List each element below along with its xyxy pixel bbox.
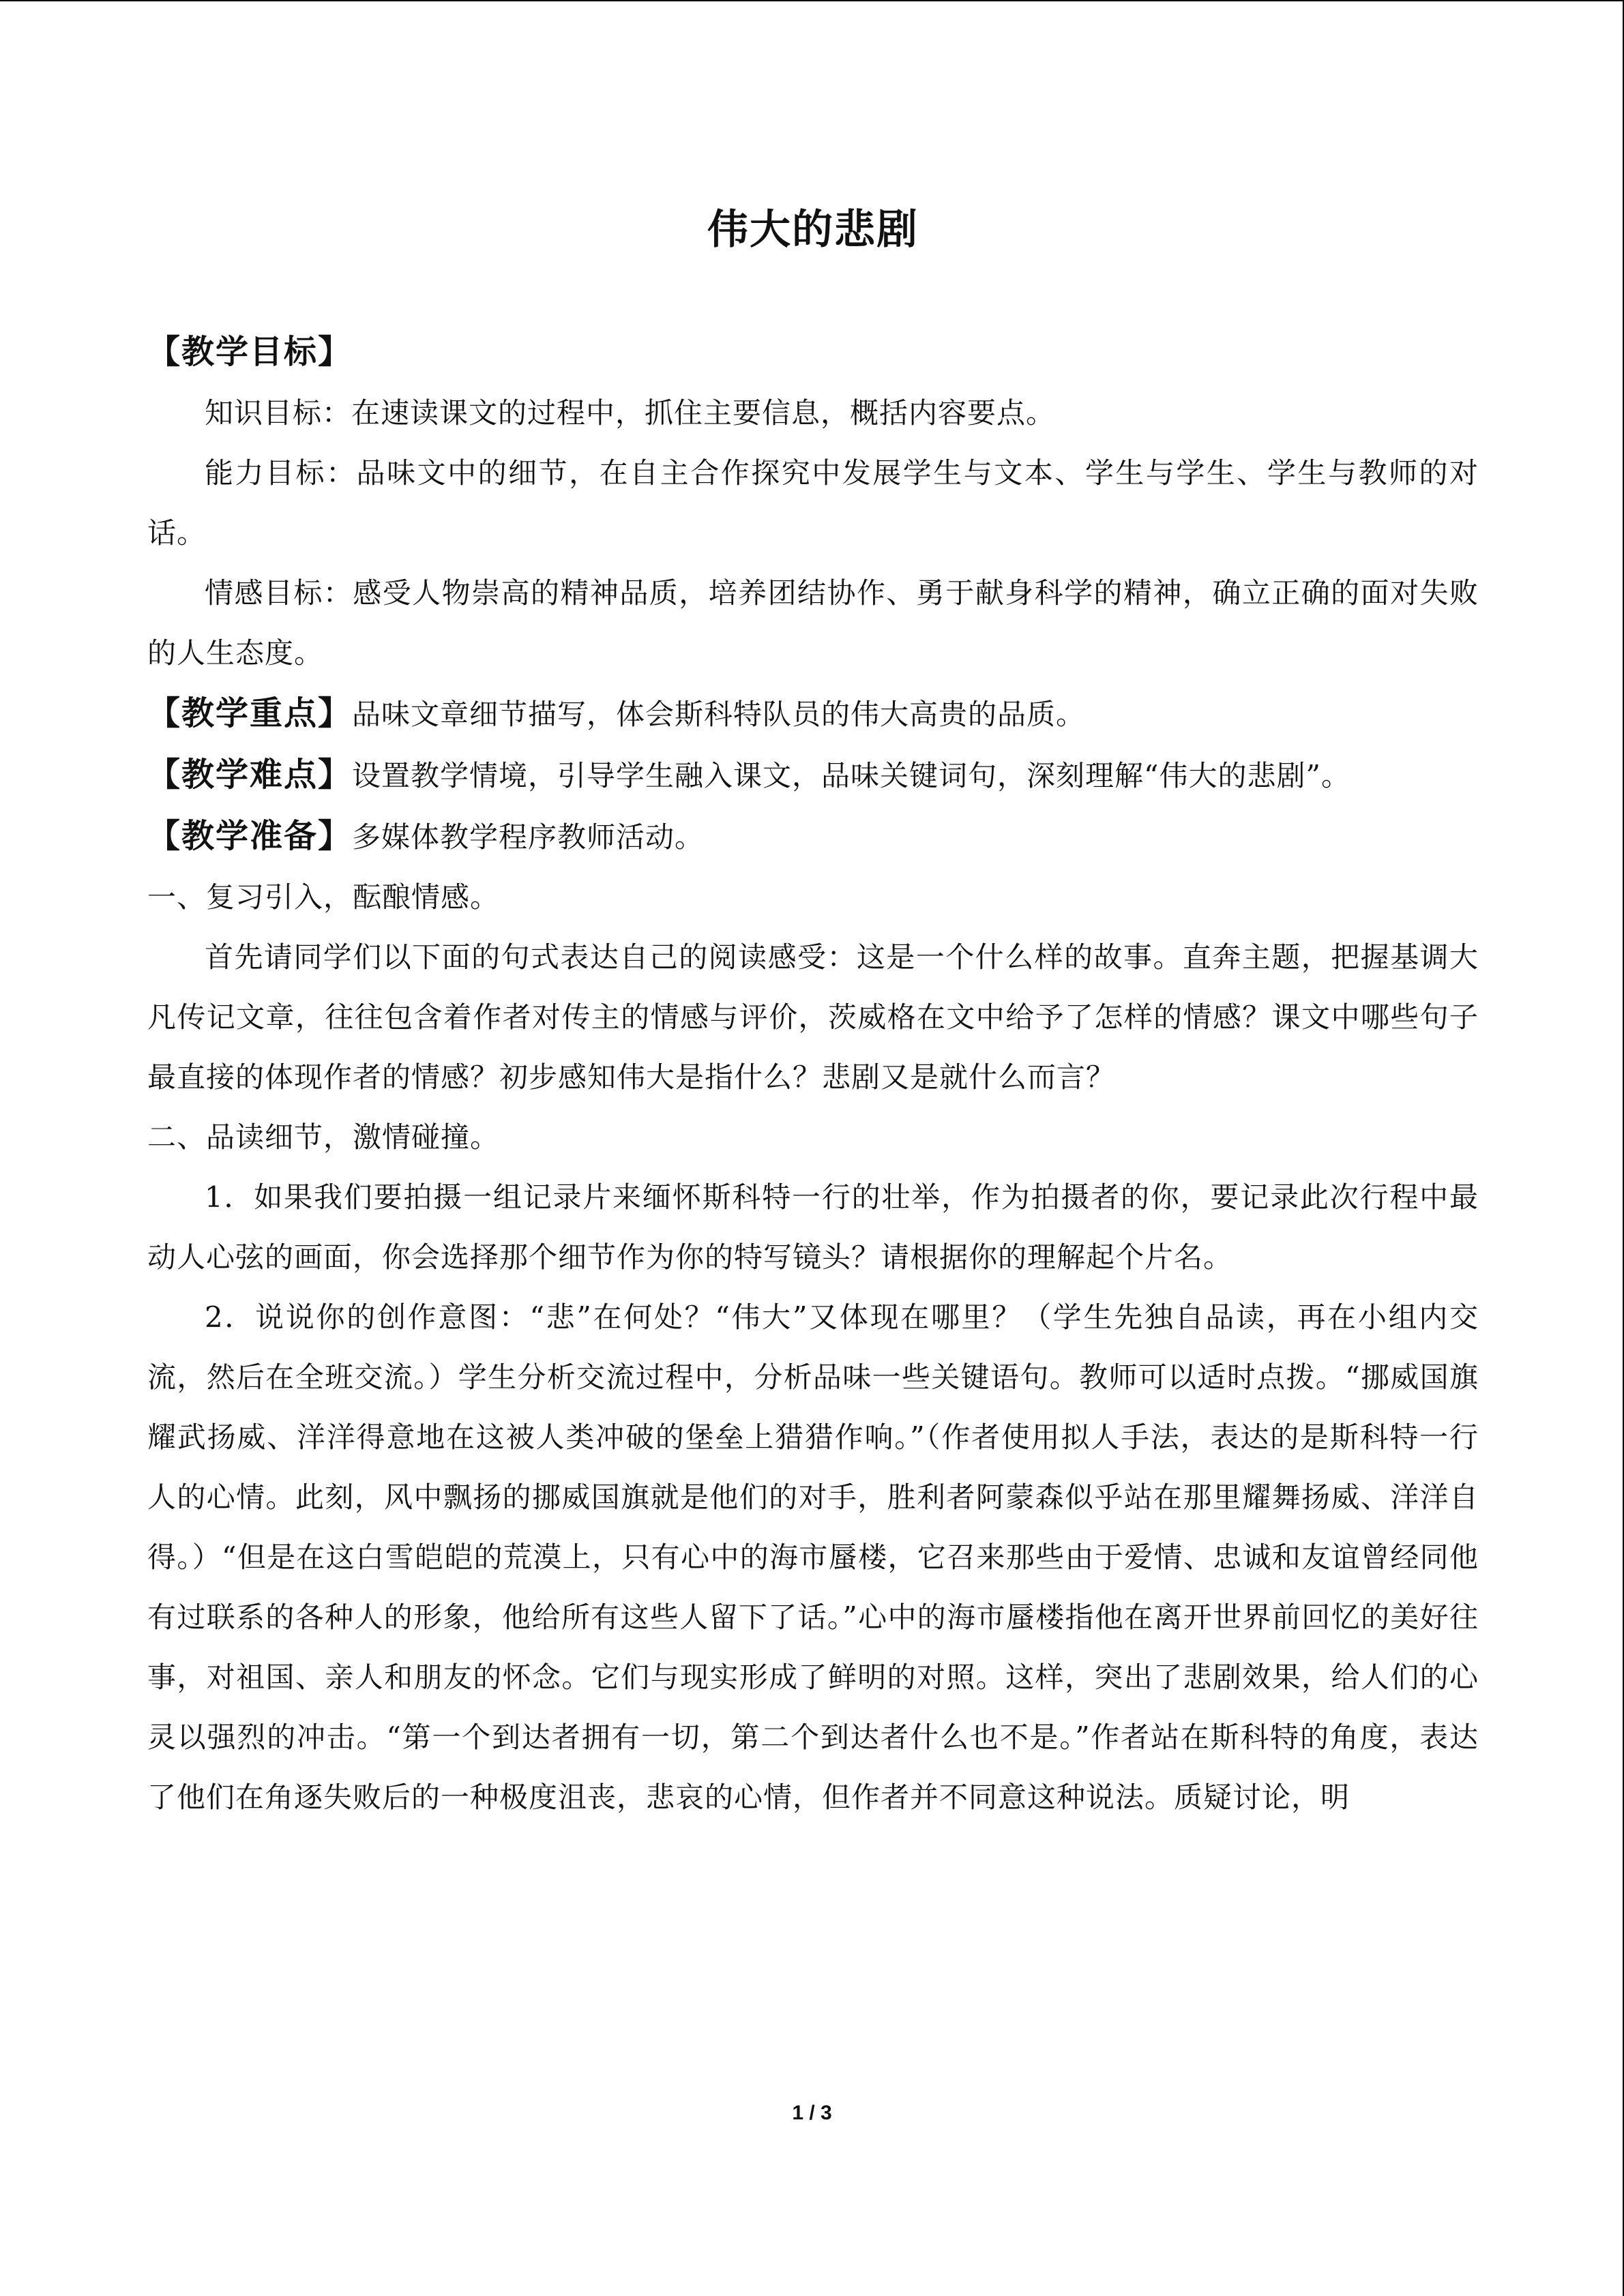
page-title: 伟大的悲剧 — [707, 206, 919, 254]
preparation-heading: 【教学准备】 — [147, 817, 353, 855]
section2-item-2: 2．说说你的创作意图：“悲”在何处？“伟大”又体现在哪里？（学生先独自品读，再在小组内交流，然后在全班交流。）学生分析交流过程中，分析品味一些关键语句。教师可以适时点拨。“挪威国旗耀武扬威、洋洋得意地在这被人类冲破的堡垒上猎猎作响。”（作者使用拟人手法，表达的是斯科特一行人的心情。此刻，风中飘扬的挪威国旗就是他们的对手，胜利者阿蒙森似乎站在那里耀舞扬威、洋洋自得。）“但是在这白雪皑皑的荒漠上，只有心中的海市蜃楼，它召来那些由于爱情、忠诚和友谊曾经同他有过联系的各种人的形象，他给所有这些人留下了话。”心中的海市蜃楼指他在离开世界前回忆的美好往事，对祖国、亲人和朋友的怀念。它们与现实形成了鲜明的对照。这样，突出了悲剧效果，给人们的心灵以强烈的冲击。“第一个到达者拥有一切，第二个到达者什么也不是。”作者站在斯科特的角度，表达了他们在角逐失败后的一种极度沮丧，悲哀的心情，但作者并不同意这种说法。质疑讨论，明 — [147, 1300, 1479, 1814]
document-body — [147, 199, 1479, 1828]
key-points-line — [147, 683, 1479, 745]
difficulties-line — [147, 745, 1479, 806]
preparation-text: 多媒体教学程序教师活动。 — [352, 820, 705, 854]
section1-heading: 一、复习引入，酝酿情感。 — [147, 880, 500, 914]
page-number: 1 / 3 — [792, 2102, 832, 2124]
difficulties-text: 设置教学情境，引导学生融入课文，品味关键词句，深刻理解“伟大的悲剧”。 — [352, 759, 1350, 792]
objective-emotion: 情感目标：感受人物崇高的精神品质，培养团结协作、勇于献身科学的精神，确立正确的面对失败的人生态度。 — [147, 576, 1479, 670]
objective-knowledge: 知识目标：在速读课文的过程中，抓住主要信息，概括内容要点。 — [205, 396, 1056, 430]
section2-heading: 二、品读细节，激情碰撞。 — [147, 1120, 500, 1154]
preparation-line — [147, 806, 1479, 867]
objective-ability: 能力目标：品味文中的细节，在自主合作探究中发展学生与文本、学生与学生、学生与教师的对话。 — [147, 456, 1479, 550]
section1-paragraph: 首先请同学们以下面的句式表达自己的阅读感受：这是一个什么样的故事。直奔主题，把握基调大凡传记文章，往往包含着作者对传主的情感与评价，茨威格在文中给予了怎样的情感？课文中哪些句子最直接的体现作者的情感？初步感知伟大是指什么？悲剧又是就什么而言？ — [147, 940, 1479, 1094]
difficulties-heading: 【教学难点】 — [147, 756, 353, 794]
objectives-heading: 【教学目标】 — [147, 333, 353, 371]
key-points-text: 品味文章细节描写，体会斯科特队员的伟大高贵的品质。 — [352, 698, 1086, 731]
section2-item-1: 1．如果我们要拍摄一组记录片来缅怀斯科特一行的壮举，作为拍摄者的你，要记录此次行程中最动人心弦的画面，你会选择那个细节作为你的特写镜头？请根据你的理解起个片名。 — [147, 1180, 1479, 1274]
key-points-heading: 【教学重点】 — [147, 694, 353, 732]
